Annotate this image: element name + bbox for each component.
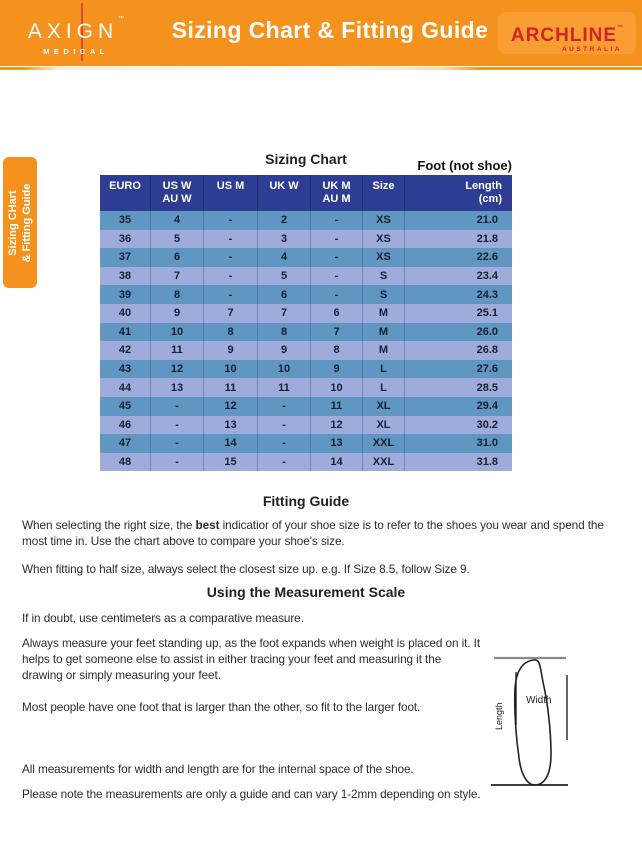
trademark-icon: ™ bbox=[617, 25, 624, 31]
table-cell: XXL bbox=[363, 453, 405, 472]
table-cell: - bbox=[311, 230, 363, 249]
length-label: Length bbox=[494, 702, 504, 730]
table-cell: - bbox=[204, 211, 258, 230]
sizing-table bbox=[100, 175, 512, 471]
fitting-guide-paragraph-2: When fitting to half size, always select the closest size up. e.g. If Size 8.5, follow Size 9. bbox=[22, 562, 470, 576]
table-row bbox=[100, 267, 512, 286]
table-cell: 4 bbox=[151, 211, 204, 230]
table-cell: 46 bbox=[100, 416, 151, 435]
table-cell: 7 bbox=[151, 267, 204, 286]
foot-outline bbox=[515, 660, 551, 785]
table-row bbox=[100, 397, 512, 416]
table-cell: - bbox=[151, 434, 204, 453]
table-cell: 3 bbox=[258, 230, 311, 249]
measurement-paragraph-1: If in doubt, use centimeters as a comparative measure. bbox=[22, 611, 304, 625]
table-cell: 12 bbox=[204, 397, 258, 416]
measurement-paragraph-5: Please note the measurements are only a guide and can vary 1-2mm depending on style. bbox=[22, 787, 481, 801]
table-cell: 2 bbox=[258, 211, 311, 230]
table-cell: 48 bbox=[100, 453, 151, 472]
column-header: UK W bbox=[258, 175, 311, 211]
table-cell: 10 bbox=[151, 323, 204, 342]
table-cell: 25.1 bbox=[476, 307, 498, 320]
table-row bbox=[100, 230, 512, 249]
table-cell: - bbox=[151, 453, 204, 472]
table-cell: 22.6 bbox=[476, 251, 498, 264]
table-cell: XXL bbox=[363, 434, 405, 453]
header-divider bbox=[0, 67, 642, 70]
page-title: Sizing Chart & Fitting Guide bbox=[171, 17, 489, 43]
table-row bbox=[100, 434, 512, 453]
table-cell: 30.2 bbox=[476, 418, 498, 431]
table-cell: 9 bbox=[258, 341, 311, 360]
archline-logo-subtext: AUSTRALIA bbox=[561, 46, 622, 53]
table-cell: 15 bbox=[204, 453, 258, 472]
table-cell: 8 bbox=[311, 341, 363, 360]
fitting-guide-heading: Fitting Guide bbox=[262, 493, 350, 509]
table-cell: 27.6 bbox=[476, 363, 498, 376]
table-cell: 45 bbox=[100, 397, 151, 416]
table-cell: 7 bbox=[204, 304, 258, 323]
table-cell: 9 bbox=[204, 341, 258, 360]
table-cell: 8 bbox=[151, 285, 204, 304]
table-cell: 10 bbox=[204, 360, 258, 379]
table-cell: 6 bbox=[311, 304, 363, 323]
table-cell: - bbox=[204, 248, 258, 267]
width-label: Width bbox=[526, 695, 552, 706]
table-cell: XL bbox=[363, 416, 405, 435]
fitting-guide-paragraph-1: When selecting the right size, the best indicatior of your shoe size is to refer to the shoes you wear and spend the most time in. Use the chart above to compare your shoe's size. bbox=[22, 518, 604, 548]
table-cell: 42 bbox=[100, 341, 151, 360]
trademark-icon: ™ bbox=[118, 16, 125, 22]
table-cell: 12 bbox=[311, 416, 363, 435]
table-cell: - bbox=[311, 211, 363, 230]
side-tab-sizing-chart bbox=[3, 157, 37, 288]
table-cell: 7 bbox=[258, 304, 311, 323]
table-row bbox=[100, 304, 512, 323]
table-cell: 36 bbox=[100, 230, 151, 249]
table-cell: 11 bbox=[311, 397, 363, 416]
table-row bbox=[100, 341, 512, 360]
table-cell: 5 bbox=[151, 230, 204, 249]
table-cell: - bbox=[311, 285, 363, 304]
column-header: US W AU W bbox=[151, 175, 204, 211]
table-cell: 37 bbox=[100, 248, 151, 267]
table-cell: 8 bbox=[258, 323, 311, 342]
axign-logo-subtext: MEDICAL bbox=[43, 47, 109, 56]
table-cell: - bbox=[258, 397, 311, 416]
table-cell: 13 bbox=[151, 378, 204, 397]
side-tab-label bbox=[6, 157, 34, 288]
column-header: US M bbox=[204, 175, 258, 211]
table-cell: 47 bbox=[100, 434, 151, 453]
table-cell: 41 bbox=[100, 323, 151, 342]
column-header: Length (cm) bbox=[465, 180, 502, 205]
table-cell: M bbox=[363, 341, 405, 360]
foot-measurement-diagram bbox=[488, 648, 640, 798]
table-cell: - bbox=[258, 416, 311, 435]
table-row bbox=[100, 378, 512, 397]
table-cell: 10 bbox=[311, 378, 363, 397]
table-cell: L bbox=[363, 360, 405, 379]
table-cell: 31.8 bbox=[476, 456, 498, 469]
table-cell: 4 bbox=[258, 248, 311, 267]
table-cell: - bbox=[151, 416, 204, 435]
table-cell: S bbox=[363, 267, 405, 286]
table-cell: 44 bbox=[100, 378, 151, 397]
table-cell: 12 bbox=[151, 360, 204, 379]
axign-logo bbox=[24, 6, 128, 60]
table-cell: M bbox=[363, 304, 405, 323]
table-cell: XL bbox=[363, 397, 405, 416]
table-cell: 23.4 bbox=[476, 270, 498, 283]
column-header: Size bbox=[363, 175, 405, 211]
table-cell: 11 bbox=[258, 378, 311, 397]
table-cell: 28.5 bbox=[476, 381, 498, 394]
table-cell: 13 bbox=[311, 434, 363, 453]
table-cell: XS bbox=[363, 211, 405, 230]
table-cell: 14 bbox=[204, 434, 258, 453]
sizing-chart-title: Sizing Chart bbox=[265, 151, 347, 167]
measurement-scale-heading: Using the Measurement Scale bbox=[206, 584, 406, 600]
table-row bbox=[100, 248, 512, 267]
foot-not-shoe-label: Foot (not shoe) bbox=[417, 158, 512, 173]
table-cell: 5 bbox=[258, 267, 311, 286]
table-cell: 43 bbox=[100, 360, 151, 379]
table-cell: 11 bbox=[151, 341, 204, 360]
table-row bbox=[100, 285, 512, 304]
header-bar bbox=[0, 0, 642, 66]
table-cell: - bbox=[311, 267, 363, 286]
table-cell: - bbox=[204, 285, 258, 304]
table-cell: 21.0 bbox=[476, 214, 498, 227]
table-cell: 14 bbox=[311, 453, 363, 472]
table-cell: 38 bbox=[100, 267, 151, 286]
table-body bbox=[100, 211, 512, 471]
table-cell: 26.0 bbox=[476, 325, 498, 338]
table-cell: 40 bbox=[100, 304, 151, 323]
table-cell: - bbox=[204, 230, 258, 249]
table-cell: 8 bbox=[204, 323, 258, 342]
table-cell: 29.4 bbox=[476, 400, 498, 413]
side-tab-line1: Sizing CHart bbox=[7, 189, 19, 256]
table-cell: 35 bbox=[100, 211, 151, 230]
table-cell: 9 bbox=[151, 304, 204, 323]
table-cell: M bbox=[363, 323, 405, 342]
table-cell: 9 bbox=[311, 360, 363, 379]
table-cell: - bbox=[204, 267, 258, 286]
table-cell: 10 bbox=[258, 360, 311, 379]
table-cell: 7 bbox=[311, 323, 363, 342]
archline-logo bbox=[498, 12, 636, 54]
table-row bbox=[100, 416, 512, 435]
side-tab-line2: & Fitting Guide bbox=[21, 183, 33, 262]
column-header: UK M AU M bbox=[311, 175, 363, 211]
table-header-row bbox=[100, 175, 512, 211]
table-cell: 13 bbox=[204, 416, 258, 435]
table-row bbox=[100, 323, 512, 342]
table-cell: L bbox=[363, 378, 405, 397]
table-cell: - bbox=[258, 434, 311, 453]
measurement-paragraph-2: Always measure your feet standing up, as the foot expands when weight is placed on it. It helps to get someone else to assist in either tracing your feet and measuring it the drawing or simply measuring your feet. bbox=[22, 636, 481, 682]
column-header: EURO bbox=[100, 175, 151, 211]
axign-logo-text: AXIGN™ bbox=[27, 16, 125, 43]
table-cell: XS bbox=[363, 230, 405, 249]
measurement-paragraph-3: Most people have one foot that is larger than the other, so fit to the larger foot. bbox=[22, 700, 421, 714]
table-row bbox=[100, 453, 512, 472]
table-cell: - bbox=[258, 453, 311, 472]
table-cell: 26.8 bbox=[476, 344, 498, 357]
table-cell: - bbox=[311, 248, 363, 267]
table-cell: 24.3 bbox=[476, 288, 498, 301]
table-cell: 6 bbox=[151, 248, 204, 267]
table-cell: S bbox=[363, 285, 405, 304]
table-cell: XS bbox=[363, 248, 405, 267]
table-cell: 11 bbox=[204, 378, 258, 397]
table-row bbox=[100, 360, 512, 379]
measurement-paragraph-4: All measurements for width and length are for the internal space of the shoe. bbox=[22, 762, 414, 776]
table-cell: 6 bbox=[258, 285, 311, 304]
table-cell: 21.8 bbox=[476, 232, 498, 245]
table-cell: 31.0 bbox=[476, 437, 498, 450]
table-row bbox=[100, 211, 512, 230]
archline-logo-text: ARCHLINE™ bbox=[510, 25, 624, 46]
table-cell: - bbox=[151, 397, 204, 416]
table-cell: 39 bbox=[100, 285, 151, 304]
